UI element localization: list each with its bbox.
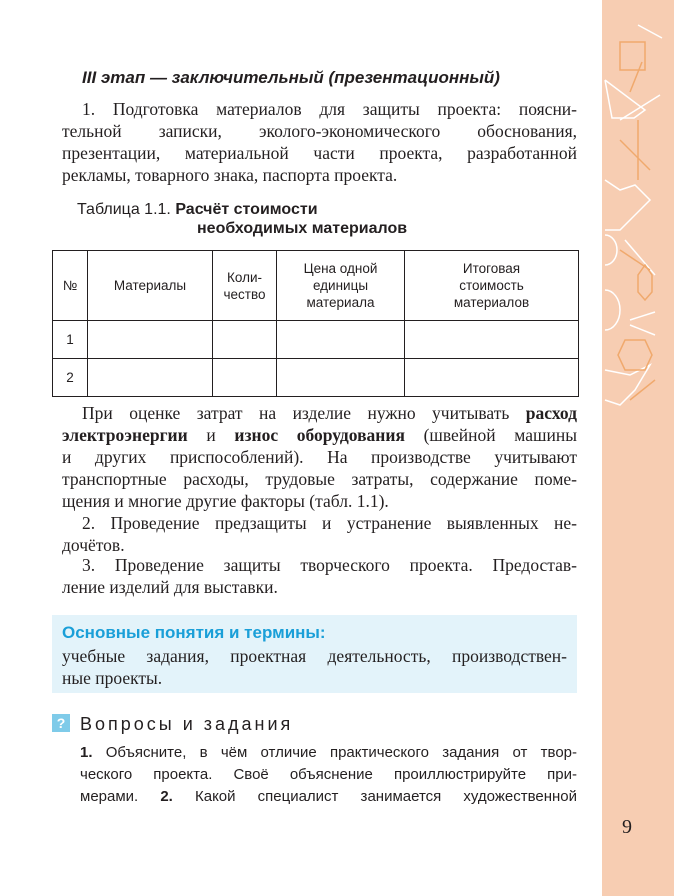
cell	[213, 359, 277, 397]
cell	[405, 359, 579, 397]
section-heading: III этап — заключительный (презентационный)	[82, 68, 500, 87]
paragraph-3	[62, 512, 577, 556]
cell	[213, 321, 277, 359]
text: Объясните, в чём отличие практического задания от твор-	[92, 744, 577, 761]
questions-title: Вопросы и задания	[80, 714, 294, 734]
bold-term: износ оборудования	[234, 425, 405, 445]
question-mark-icon: ?	[52, 714, 70, 732]
geometric-ornament-icon	[590, 0, 674, 896]
col-header: Итоговая стоимость материалов	[405, 251, 579, 321]
text: При оценке затрат на изделие нужно учитывать	[82, 403, 526, 423]
text-line: ческого проекта. Своё объяснение проиллюстрируйте при-	[80, 766, 577, 783]
text: Какой специалист занимается художественной	[172, 788, 578, 805]
caption-title-2: необходимых материалов	[197, 220, 408, 237]
text-line: ление изделий для выставки.	[62, 577, 278, 597]
table-row	[53, 321, 579, 359]
text-line: и других приспособлений). На производстве учитывают	[62, 447, 577, 467]
paragraph-4	[62, 554, 577, 598]
text-line: презентации, материальной части проекта, разработанной	[62, 143, 577, 163]
text-line	[80, 742, 577, 764]
cell	[88, 321, 213, 359]
text-line: 3. Проведение защиты творческого проекта. Предостав-	[82, 555, 577, 575]
text: мерами.	[80, 788, 161, 805]
cell: 1	[53, 321, 88, 359]
key-terms-text	[62, 645, 567, 689]
col-header: Коли- чество	[213, 251, 277, 321]
text-line	[62, 424, 577, 446]
question-number: 2.	[160, 788, 173, 805]
text: (швейной машины	[404, 425, 577, 445]
col-header: Цена одной единицы материала	[277, 251, 405, 321]
key-terms-box	[52, 615, 577, 693]
text-line: учебные задания, проектная деятельность, производствен-	[62, 646, 567, 666]
col-header: №	[53, 251, 88, 321]
text: и	[187, 425, 235, 445]
caption-title: Расчёт стоимости	[175, 201, 318, 218]
question-number: 1.	[80, 744, 93, 761]
page-number: 9	[622, 816, 632, 838]
text-line	[80, 786, 577, 808]
caption-prefix: Таблица 1.1.	[77, 201, 171, 218]
text-line: рекламы, товарного знака, паспорта проекта.	[62, 165, 398, 185]
bold-term: расход	[525, 403, 577, 423]
text-line: транспортные расходы, трудовые затраты, содержание поме-	[62, 469, 577, 489]
paragraph-1	[62, 98, 577, 186]
key-terms-title: Основные понятия и термины:	[62, 623, 326, 642]
table-row	[53, 359, 579, 397]
questions-heading	[52, 714, 293, 735]
text-line: щения и многие другие факторы (табл. 1.1).	[62, 491, 389, 511]
text-line: дочётов.	[62, 535, 125, 555]
text-line: 2. Проведение предзащиты и устранение выявленных не-	[82, 513, 577, 533]
text-line: тельной записки, эколого-экономического обоснования,	[62, 121, 577, 141]
col-header: Материалы	[88, 251, 213, 321]
bold-term: электроэнергии	[62, 425, 188, 445]
materials-cost-table	[52, 250, 579, 397]
questions-text	[80, 742, 577, 808]
text-line: 1. Подготовка материалов для защиты проекта: поясни-	[82, 99, 577, 119]
text-line: ные проекты.	[62, 668, 163, 688]
table-caption	[77, 200, 407, 238]
decorative-side-band	[602, 0, 674, 896]
cell	[405, 321, 579, 359]
cell: 2	[53, 359, 88, 397]
cell	[277, 321, 405, 359]
paragraph-2	[62, 402, 577, 512]
cell	[88, 359, 213, 397]
text-line	[62, 402, 577, 424]
cell	[277, 359, 405, 397]
